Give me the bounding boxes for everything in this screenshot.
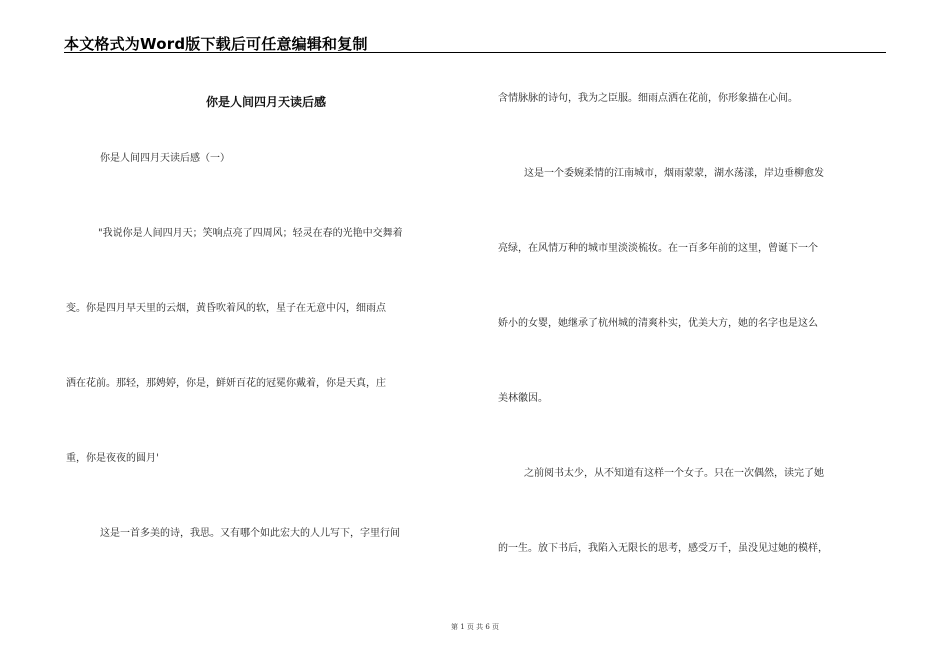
paragraph-line: 洒在花前。那轻，那娉婷，你是，鲜妍百花的冠冕你戴着，你是天真，庄	[66, 378, 386, 389]
paragraph-line: 这是一个委婉柔情的江南城市，烟雨蒙蒙，湖水荡漾，岸边垂柳愈发	[524, 168, 824, 179]
paragraph-line: 重，你是夜夜的圆月'	[66, 453, 159, 464]
paragraph-line: 变。你是四月早天里的云烟，黄昏吹着风的软，星子在无意中闪，细雨点	[66, 303, 386, 314]
document-title: 你是人间四月天读后感	[205, 95, 326, 109]
paragraph-line: 含情脉脉的诗句，我为之臣服。细雨点洒在花前，你形象描在心间。	[498, 93, 798, 104]
paragraph-line: 这是一首多美的诗，我思。又有哪个如此宏大的人儿写下，字里行间	[100, 528, 400, 539]
paragraph-line: 娇小的女婴，她继承了杭州城的清爽朴实，优美大方，她的名字也是这么	[498, 318, 818, 329]
header-divider	[64, 52, 886, 53]
subheading-line: 你是人间四月天读后感（一）	[100, 153, 230, 164]
paragraph-line: 的一生。放下书后，我陷入无限长的思考，感受万千，虽没见过她的模样，	[498, 543, 828, 554]
paragraph-line: 亮绿，在风情万种的城市里淡淡梳妆。在一百多年前的这里，曾诞下一个	[498, 243, 818, 254]
page-number-footer: 第 1 页 共 6 页	[450, 623, 500, 631]
paragraph-line: "我说你是人间四月天；笑响点亮了四周风；轻灵在春的光艳中交舞着	[98, 228, 403, 239]
paragraph-line: 之前阅书太少，从不知道有这样一个女子。只在一次偶然，读完了她	[524, 468, 824, 479]
document-header-title: 本文格式为Word版下载后可任意编辑和复制	[64, 35, 368, 53]
paragraph-line: 美林徽因。	[498, 393, 548, 404]
